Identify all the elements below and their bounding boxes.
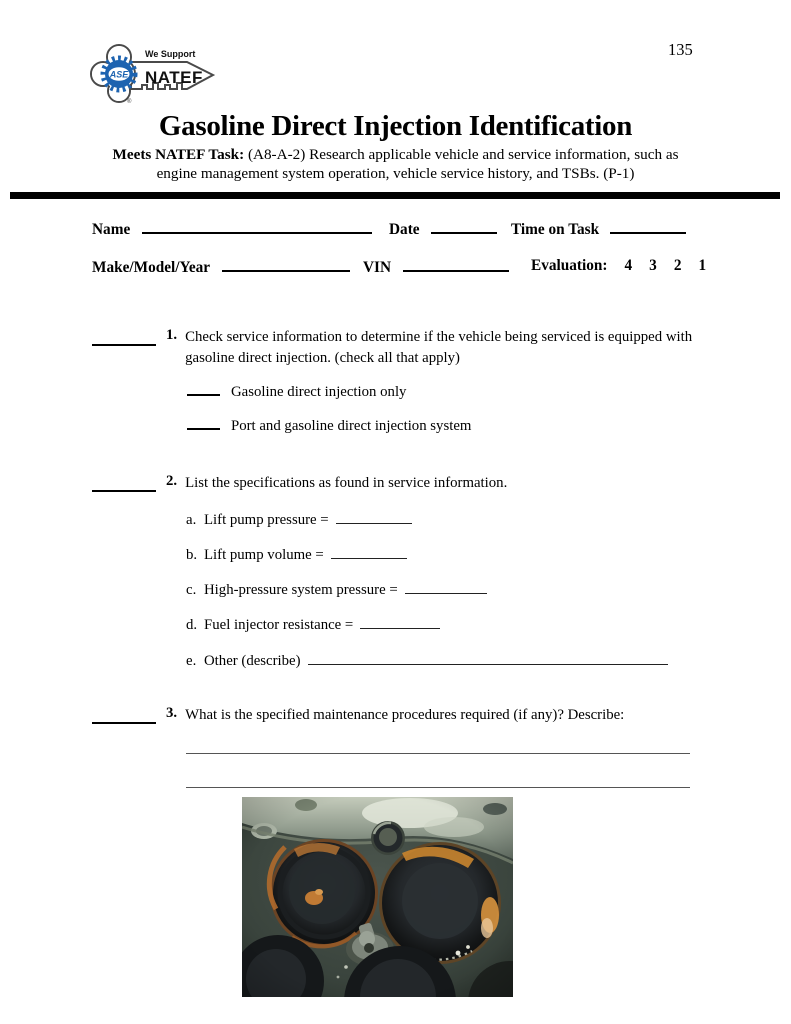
question-1-grade-blank [92,327,156,346]
question-2-text: List the specifications as found in service information. [185,475,508,491]
question-2-number: 2. [166,473,178,489]
date-blank [431,219,497,234]
spec-c-label: High-pressure system pressure = [204,582,398,598]
spec-c-letter: c. [186,582,197,598]
spec-row-e [186,651,668,670]
spec-e-blank [308,651,668,665]
question-1 [92,327,699,369]
time-on-task-label: Time on Task [511,221,600,238]
natef-task-statement [0,146,791,183]
task-line1: (A8-A-2) Research applicable vehicle and service information, such as [247,146,679,163]
page-title: Gasoline Direct Injection Identification [158,110,633,142]
vin-label: VIN [363,259,392,276]
evaluation-2: 2 [673,257,682,274]
question-1-number: 1. [166,327,178,343]
spec-e-letter: e. [186,653,197,669]
spec-e-label: Other (describe) [204,653,301,669]
spec-b-blank [331,545,407,559]
natef-text: NATEF [145,68,203,87]
question-3-number: 3. [166,705,178,721]
task-label: Meets NATEF Task: [112,146,245,163]
option-1-check-blank [187,381,220,396]
option-1-label: Gasoline direct injection only [231,384,407,400]
evaluation-3: 3 [649,257,657,274]
date-label: Date [389,221,420,238]
describe-answer-line-2 [186,787,690,788]
question-1-text: Check service information to determine if the vehicle being serviced is equipped with gasoline direct injection. (check all that apply) [185,329,693,366]
vin-field-row [363,257,509,277]
option-2-check-blank [187,415,220,430]
make-model-year-field-row [92,257,350,277]
evaluation-row [531,257,706,275]
spec-c-blank [405,580,487,594]
name-label: Name [92,221,131,238]
evaluation-label: Evaluation: [531,257,608,274]
we-support-text: We Support [145,49,196,59]
spec-row-c [186,580,487,599]
make-model-year-blank [222,257,350,272]
spec-d-letter: d. [186,617,198,633]
natef-logo [87,42,217,106]
describe-answer-line-1 [186,753,690,754]
question-2-grade-blank [92,473,156,492]
make-model-year-label: Make/Model/Year [92,259,211,276]
cylinder-head-combustion-chamber-photo [242,797,513,997]
divider-bar [10,192,780,199]
question-1-option-2 [187,415,471,435]
spec-a-label: Lift pump pressure = [204,512,329,528]
evaluation-4: 4 [624,257,633,274]
name-blank [142,219,372,234]
vin-blank [403,257,509,272]
registered-mark: ® [127,99,132,105]
question-3-grade-blank [92,705,156,724]
spec-a-letter: a. [186,512,197,528]
option-2-label: Port and gasoline direct injection system [231,418,472,434]
name-field-row [92,219,372,239]
question-2 [92,473,699,494]
question-1-option-1 [187,381,406,401]
spec-b-letter: b. [186,547,198,563]
spec-row-d [186,615,440,634]
spec-row-b [186,545,407,564]
question-3-text: What is the specified maintenance procedures required (if any)? Describe: [185,707,625,723]
time-on-task-blank [610,219,686,234]
task-line2: engine management system operation, vehicle service history, and TSBs. (P-1) [156,164,635,182]
date-field-row [389,219,497,239]
evaluation-1: 1 [698,257,707,274]
ase-text: ASE [109,69,129,80]
spec-a-blank [336,510,412,524]
spec-d-blank [360,615,440,629]
spec-row-a [186,510,412,529]
time-on-task-field-row [511,219,686,239]
question-3 [92,705,699,726]
spec-d-label: Fuel injector resistance = [204,617,354,633]
page-number: 135 [668,40,693,59]
spec-b-label: Lift pump volume = [204,547,324,563]
